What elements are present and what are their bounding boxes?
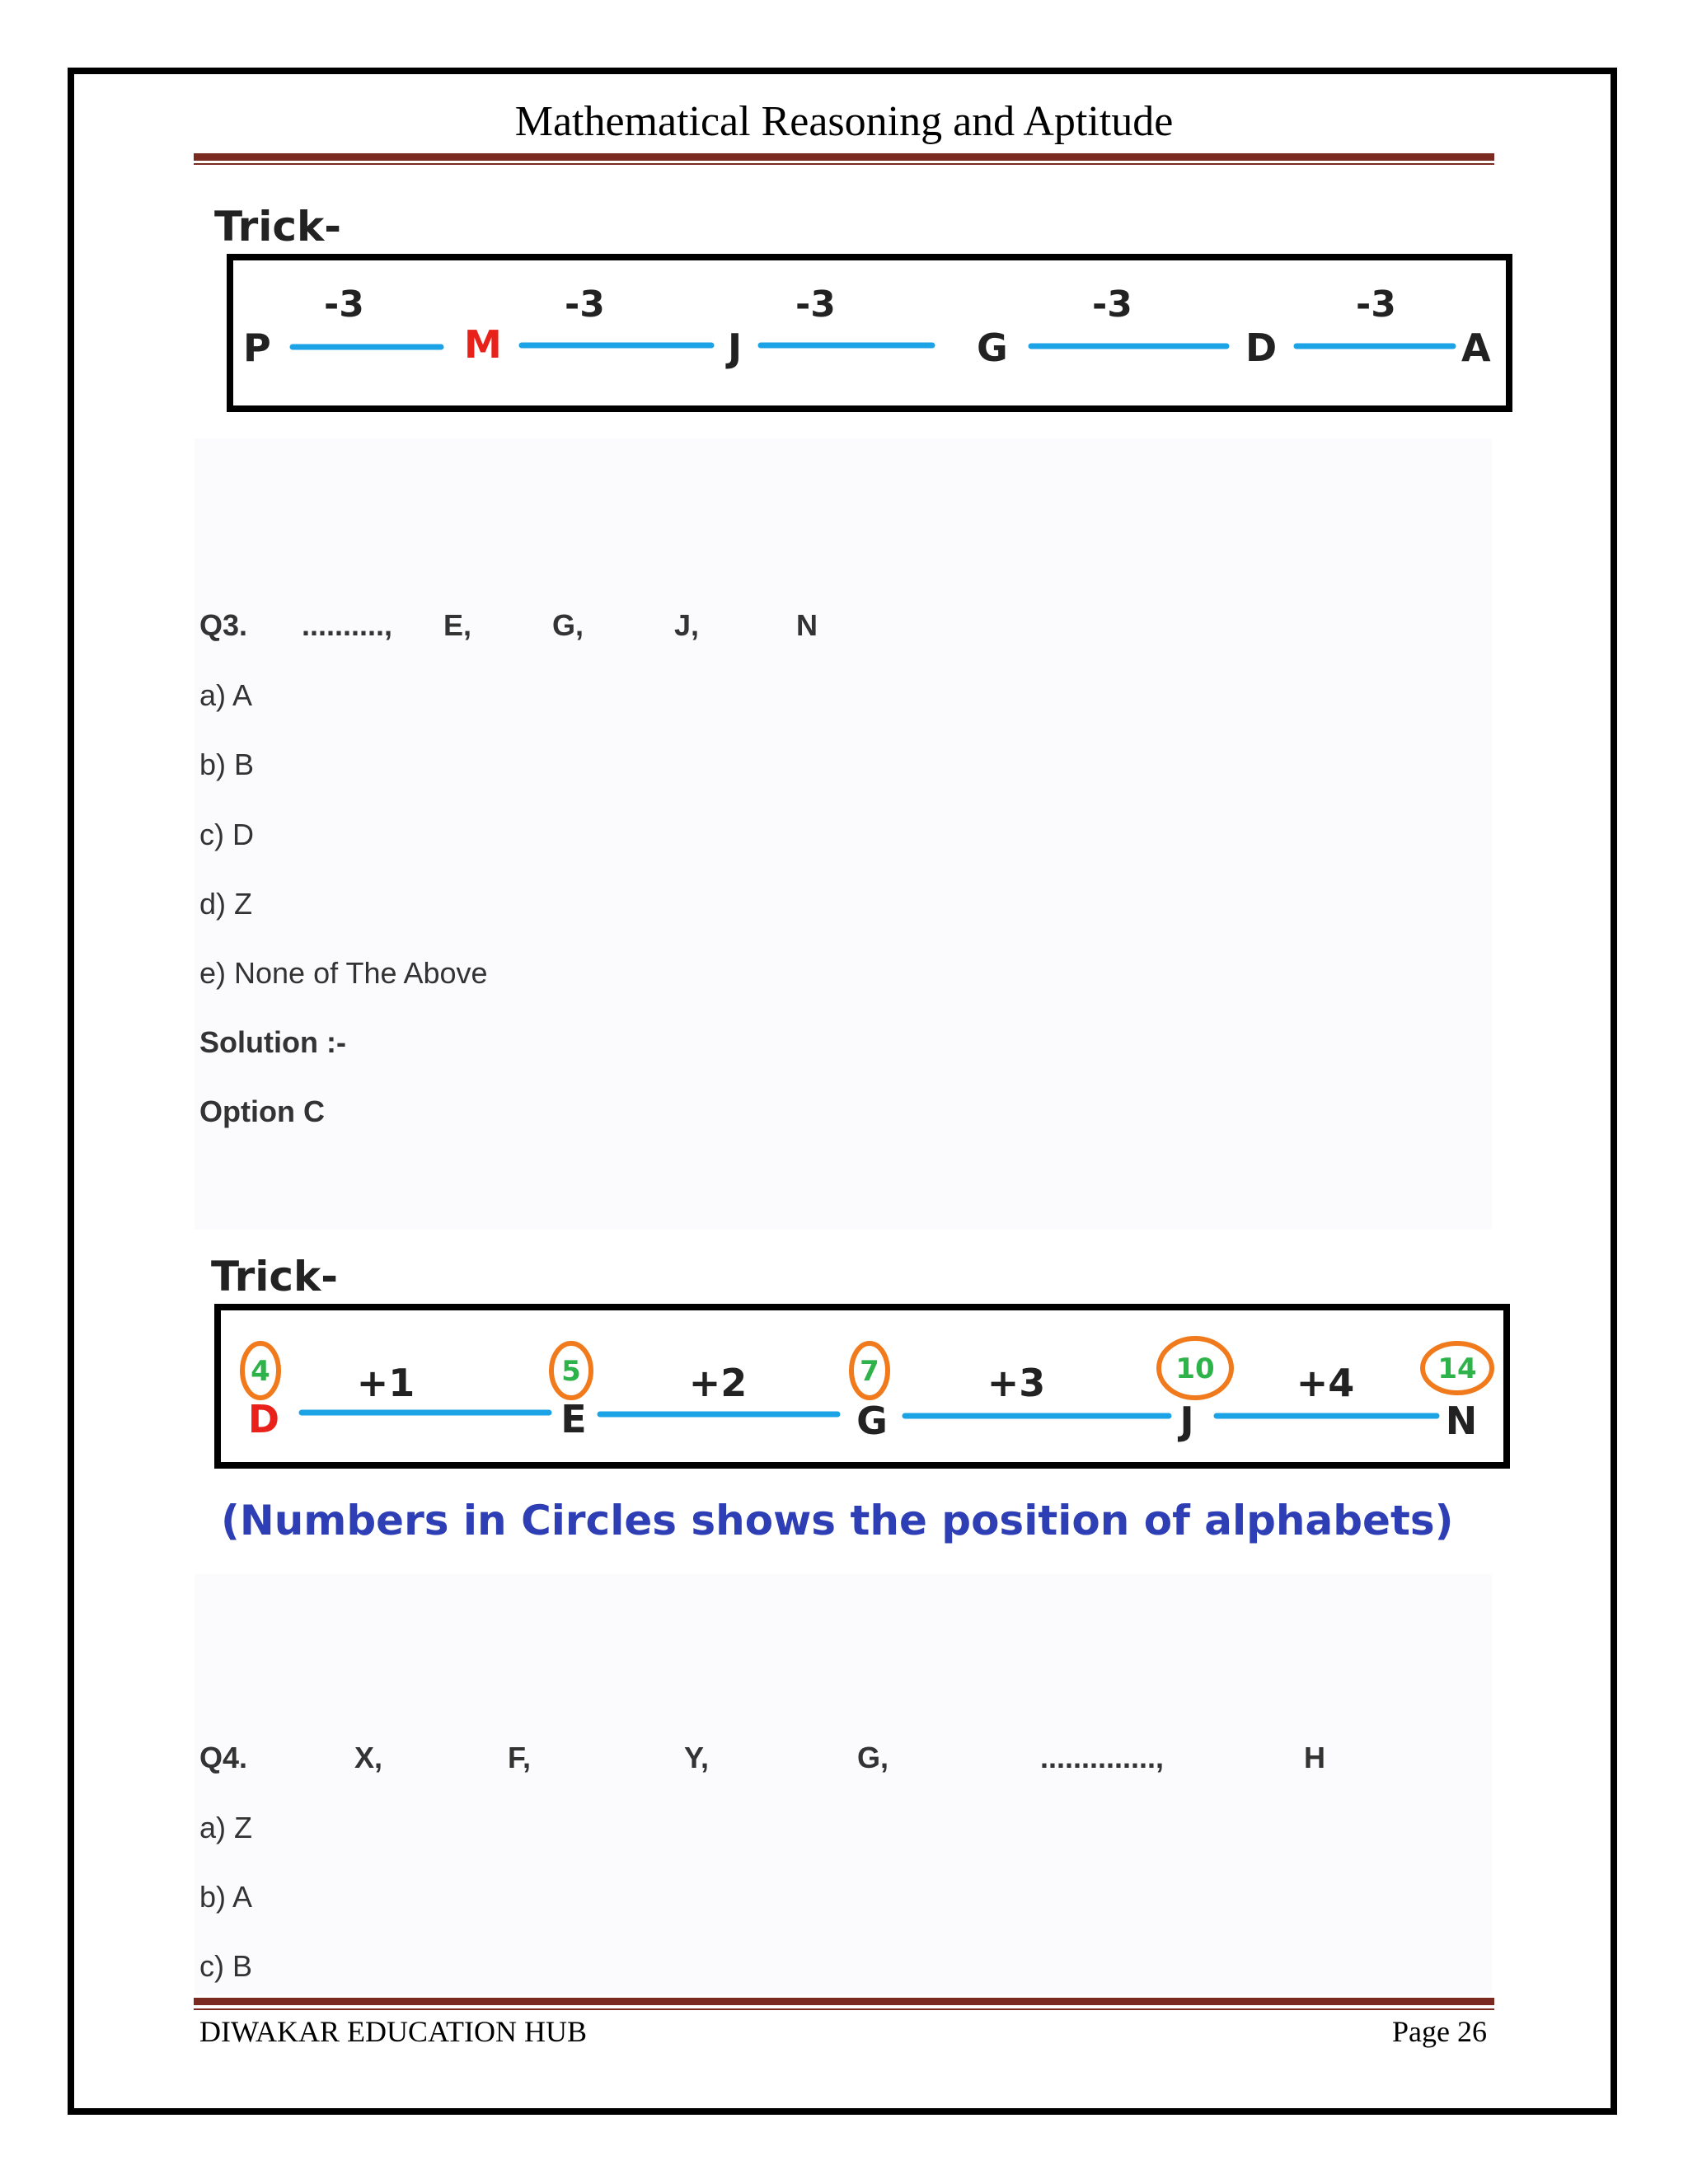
trick-label: Trick-	[211, 1253, 339, 1301]
sequence-item: E,	[443, 608, 472, 642]
sequence-letter: J	[728, 326, 743, 370]
sequence-letter: G	[856, 1399, 888, 1443]
sequence-item: H	[1304, 1741, 1325, 1774]
option-b: b) B	[199, 748, 255, 781]
step-label: -3	[324, 284, 364, 326]
position-note: (Numbers in Circles shows the position of alphabets)	[221, 1497, 1454, 1544]
option-c: c) D	[199, 818, 254, 851]
option-b: b) A	[199, 1880, 253, 1914]
position-number: 4	[251, 1355, 270, 1388]
step-label: -3	[1356, 284, 1396, 326]
step-label: +3	[987, 1361, 1046, 1405]
step-label: +2	[688, 1361, 748, 1405]
position-number: 5	[561, 1355, 581, 1388]
trick-diagram-2	[214, 1304, 1510, 1469]
sequence-letter: D	[1245, 326, 1278, 370]
sequence-letter-highlight: D	[247, 1397, 280, 1441]
footer-publisher: DIWAKAR EDUCATION HUB	[199, 2015, 587, 2048]
question-panel-q4	[195, 1574, 1492, 1994]
trick-label: Trick-	[214, 203, 342, 251]
step-label: -3	[565, 284, 605, 326]
sequence-item: ..........,	[302, 608, 393, 642]
sequence-letter-highlight: M	[464, 322, 502, 367]
sequence-item: F,	[508, 1741, 532, 1774]
step-label: -3	[795, 284, 836, 326]
question-number: Q3.	[199, 608, 248, 642]
option-a: a) Z	[199, 1811, 253, 1844]
sequence-item: X,	[354, 1741, 383, 1774]
option-a: a) A	[199, 678, 253, 712]
step-label: +1	[356, 1361, 415, 1405]
sequence-letter: G	[977, 326, 1008, 370]
sequence-item: G,	[552, 608, 584, 642]
position-number: 7	[860, 1355, 879, 1388]
step-label: -3	[1092, 284, 1132, 326]
sequence-item: G,	[857, 1741, 889, 1774]
option-d: d) Z	[199, 887, 253, 921]
option-c: c) B	[199, 1949, 253, 1983]
position-number: 10	[1175, 1352, 1215, 1385]
footer-rule	[194, 1998, 1494, 2005]
trick-diagram-1	[227, 254, 1512, 412]
sequence-item: Y,	[684, 1741, 710, 1774]
sequence-letter: N	[1445, 1399, 1478, 1443]
trick-2-svg	[221, 1310, 1503, 1462]
solution-label: Solution :-	[199, 1025, 346, 1059]
sequence-item: J,	[674, 608, 700, 642]
sequence-letter: A	[1461, 326, 1491, 370]
question-number: Q4.	[199, 1741, 248, 1774]
sequence-item: ..............,	[1040, 1741, 1165, 1774]
option-e: e) None of The Above	[199, 956, 488, 990]
sequence-letter: P	[243, 326, 271, 370]
footer-rule-thin	[194, 2008, 1494, 2010]
header-rule	[194, 153, 1494, 161]
sequence-letter: J	[1179, 1399, 1194, 1443]
step-label: +4	[1296, 1361, 1355, 1405]
page-number: Page 26	[1392, 2015, 1487, 2048]
page-header-title: Mathematical Reasoning and Aptitude	[514, 98, 1174, 145]
position-number: 14	[1437, 1352, 1477, 1385]
question-panel-q3	[195, 438, 1492, 1230]
answer: Option C	[199, 1094, 325, 1128]
header-rule-thin	[194, 163, 1494, 165]
sequence-item: N	[796, 608, 818, 642]
sequence-letter: E	[560, 1397, 587, 1441]
trick-1-svg	[233, 260, 1506, 405]
